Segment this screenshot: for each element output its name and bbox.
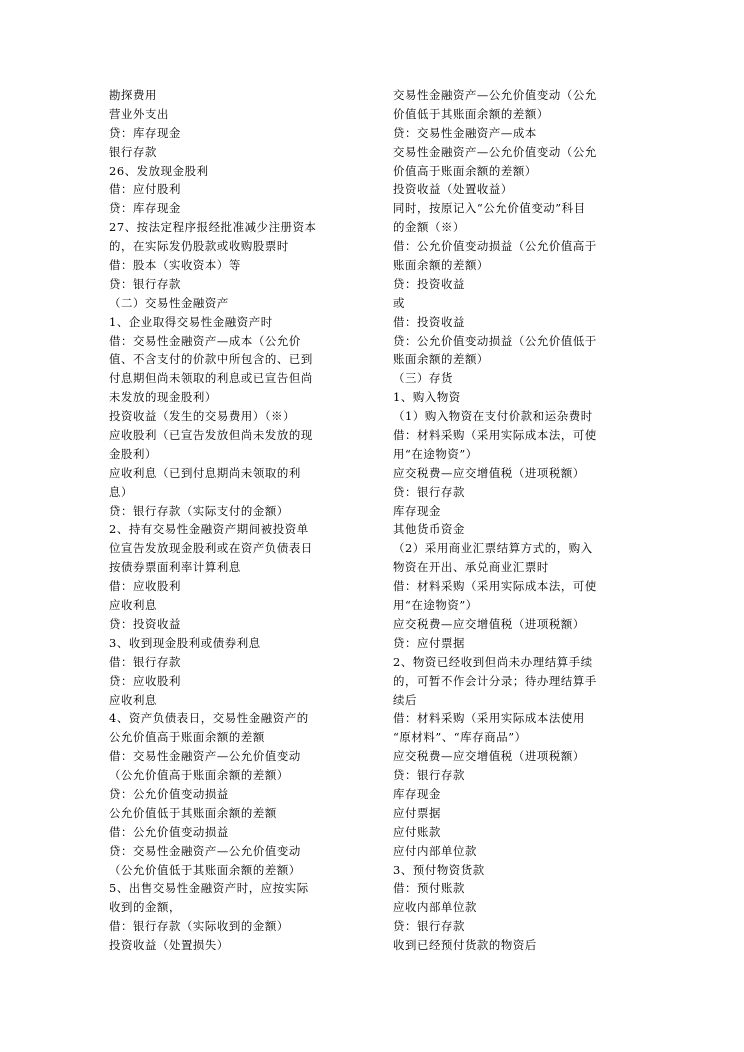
text-line: 位宣告发放现金股利或在资产负债表日 [109, 541, 313, 556]
text-line: 的金额（※） [393, 220, 465, 235]
text-line: 4、资产负债表日，交易性金融资产的 [109, 711, 309, 726]
text-line: 1、购入物资 [393, 390, 461, 405]
text-line: 物资在开出、承兑商业汇票时 [393, 560, 549, 575]
text-line: 交易性金融资产—公允价值变动（公允 [393, 144, 597, 159]
text-line: 应交税费—应交增值税（进项税额） [393, 749, 585, 764]
text-line: （公允价值低于其账面余额的差额） [109, 862, 301, 877]
text-line: 2、持有交易性金融资产期间被投资单 [109, 522, 309, 537]
text-line: 借：应付股利 [109, 182, 181, 197]
text-line: 2、物资已经收到但尚未办理结算手续 [393, 654, 593, 669]
text-line: 息） [109, 484, 133, 499]
text-line: 投资收益（处置收益） [393, 182, 513, 197]
text-line: （公允价值高于账面余额的差额） [109, 768, 289, 783]
text-line: 贷：投资收益 [393, 276, 465, 291]
text-line: 应收利息 [109, 598, 157, 613]
text-line: 应付内部单位款 [393, 843, 477, 858]
text-line: （1）购入物资在支付价款和运杂费时 [393, 409, 593, 424]
text-line: “原材料”、“库存商品”） [393, 730, 527, 745]
text-line: 未发放的现金股利） [109, 390, 217, 405]
text-line: 贷：交易性金融资产—成本 [393, 125, 537, 140]
text-line: 贷：投资收益 [109, 616, 181, 631]
text-line: 贷：银行存款 [393, 768, 465, 783]
text-line: 借：股本（实收资本）等 [109, 258, 241, 273]
text-line: 用“在途物资”） [393, 598, 478, 613]
text-line: 贷：应付票据 [393, 635, 465, 650]
text-line: 借：材料采购（采用实际成本法，可使 [393, 428, 597, 443]
text-line: 价值高于账面余额的差额） [393, 163, 537, 178]
text-line: 的，在实际发仍股款或收购股票时 [109, 239, 289, 254]
text-line: 应收股利（已宣告发放但尚未发放的现 [109, 428, 313, 443]
text-line: 借：应收股利 [109, 579, 181, 594]
text-line: （三）存货 [393, 371, 453, 386]
text-line: 借：投资收益 [393, 314, 465, 329]
text-line: 借：材料采购（采用实际成本法，可使 [393, 579, 597, 594]
text-line: 贷：应收股利 [109, 673, 181, 688]
text-line: 应付账款 [393, 824, 441, 839]
text-line: 借：预付账款 [393, 881, 465, 896]
text-line: 借：交易性金融资产—公允价值变动 [109, 749, 301, 764]
text-line: 续后 [393, 692, 417, 707]
text-line: 应交税费—应交增值税（进项税额） [393, 616, 585, 631]
text-line: 或 [393, 295, 405, 310]
text-line: 付息期但尚未领取的利息或已宣告但尚 [109, 371, 313, 386]
text-line: 贷：公允价值变动损益 [109, 786, 229, 801]
text-line: 应交税费—应交增值税（进项税额） [393, 465, 585, 480]
text-line: （2）采用商业汇票结算方式的，购入 [393, 541, 593, 556]
text-line: 3、预付物资货款 [393, 862, 485, 877]
text-line: 27、按法定程序报经批准减少注册资本 [109, 220, 317, 235]
text-line: 价值低于其账面余额的差额） [393, 106, 549, 121]
text-line: 账面余额的差额） [393, 258, 489, 273]
text-line: 借：银行存款（实际收到的金额） [109, 919, 289, 934]
text-line: 贷：交易性金融资产—公允价值变动 [109, 843, 301, 858]
text-line: 公允价值低于其账面余额的差额 [109, 805, 277, 820]
text-line: 借：公允价值变动损益 [109, 824, 229, 839]
text-line: 借：交易性金融资产—成本（公允价 [109, 333, 301, 348]
text-line: 贷：公允价值变动损益（公允价值低于 [393, 333, 597, 348]
text-line: 账面余额的差额） [393, 352, 489, 367]
text-line: 金股利） [109, 446, 157, 461]
text-line: 值、不含支付的价款中所包含的、已到 [109, 352, 313, 367]
text-line: 贷：银行存款 [393, 919, 465, 934]
text-line: 应收内部单位款 [393, 900, 477, 915]
text-line: 其他货币资金 [393, 522, 465, 537]
text-line: 库存现金 [393, 503, 441, 518]
text-line: 贷：银行存款（实际支付的金额） [109, 503, 289, 518]
text-line: 贷：库存现金 [109, 201, 181, 216]
text-line: 应付票据 [393, 805, 441, 820]
text-line: 贷：库存现金 [109, 125, 181, 140]
text-line: （二）交易性金融资产 [109, 295, 229, 310]
text-line: 投资收益（发生的交易费用）（※） [109, 409, 296, 424]
text-line: 用“在途物资”） [393, 446, 478, 461]
text-line: 银行存款 [109, 144, 157, 159]
text-line: 贷：银行存款 [393, 484, 465, 499]
text-line: 5、出售交易性金融资产时，应按实际 [109, 881, 309, 896]
text-line: 贷：银行存款 [109, 276, 181, 291]
text-line: 收到的金额， [109, 900, 181, 915]
text-line: 借：材料采购（采用实际成本法使用 [393, 711, 585, 726]
text-line: 的，可暂不作会计分录；待办理结算手 [393, 673, 597, 688]
text-line: 投资收益（处置损失） [109, 938, 229, 953]
text-line: 库存现金 [393, 786, 441, 801]
text-line: 借：银行存款 [109, 654, 181, 669]
text-line: 公允价值高于账面余额的差额 [109, 730, 265, 745]
text-line: 3、收到现金股利或债券利息 [109, 635, 261, 650]
left-column [109, 86, 359, 955]
text-line: 应收利息（已到付息期尚未领取的利 [109, 465, 301, 480]
text-line: 营业外支出 [109, 106, 169, 121]
text-line: 借：公允价值变动损益（公允价值高于 [393, 239, 597, 254]
text-line: 交易性金融资产—公允价值变动（公允 [393, 88, 597, 102]
text-line: 应收利息 [109, 692, 157, 707]
right-column [393, 86, 643, 955]
text-line: 1、企业取得交易性金融资产时 [109, 314, 273, 329]
text-line: 勘探费用 [109, 88, 157, 102]
text-line: 按债券票面利率计算利息 [109, 560, 241, 575]
text-line: 26、发放现金股利 [109, 163, 209, 178]
text-line: 收到已经预付货款的物资后 [393, 938, 537, 953]
text-line: 同时，按原记入“公允价值变动”科目 [393, 201, 586, 216]
